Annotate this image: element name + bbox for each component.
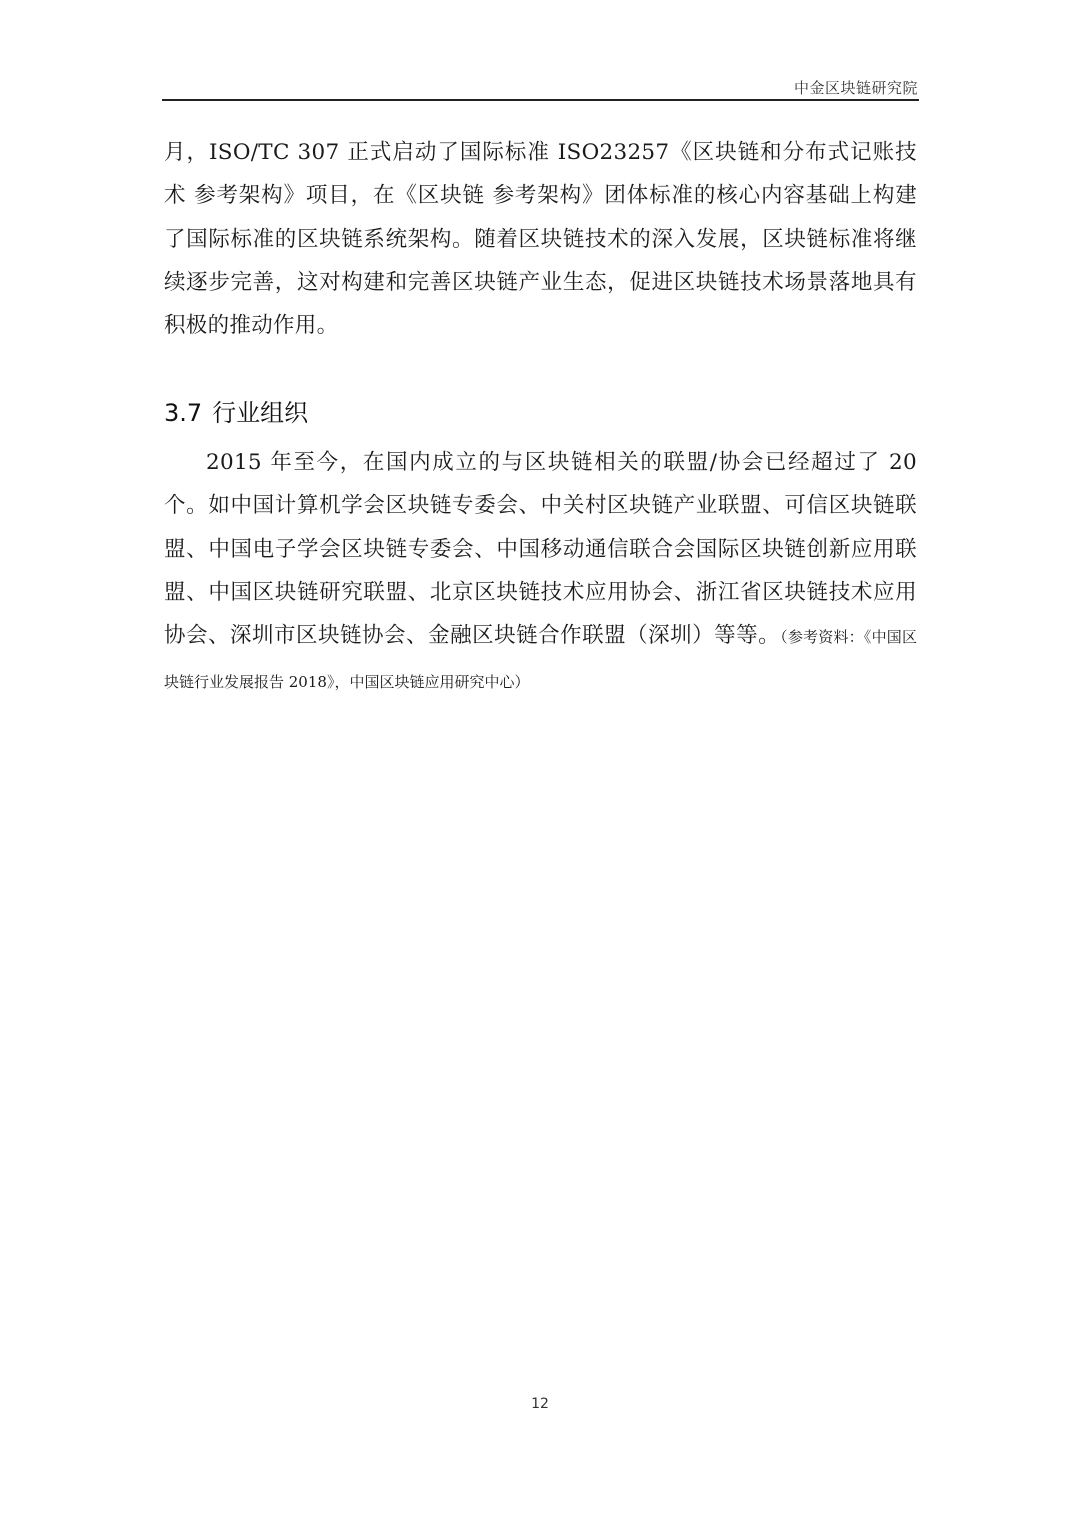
- body-paragraph-standards: 月，ISO/TC 307 正式启动了国际标准 ISO23257《区块链和分布式记账技术 参考架构》项目，在《区块链 参考架构》团体标准的核心内容基础上构建了国际标准的区块链系统架构。随着区块链技术的深入发展，区块链标准将继续逐步完善，这对构建和完善区块链产业生态，促进区块链技术场景落地具有积极的推动作用。: [164, 140, 917, 339]
- page-number: 12: [531, 1396, 549, 1412]
- body-paragraph-organizations: [164, 441, 917, 705]
- header-divider: [162, 99, 919, 101]
- section-title: 行业组织: [212, 399, 309, 427]
- reference-note: （参考资料：《中国区块链行业发展报告 2018》，中国区块链应用研究中心）: [164, 628, 917, 692]
- section-heading: [164, 392, 308, 434]
- organizations-text: 2015 年至今，在国内成立的与区块链相关的联盟/协会已经超过了 20 个。如中国计算机学会区块链专委会、中关村区块链产业联盟、可信区块链联盟、中国电子学会区块链专委会、中国移动通信联合会国际区块链创新应用联盟、中国区块链研究联盟、北京区块链技术应用协会、浙江省区块链技术应用协会、深圳市区块链协会、金融区块链合作联盟（深圳）等等。: [164, 450, 917, 649]
- section-number: 3.7: [164, 399, 203, 427]
- header-org-name: 中金区块链研究院: [793, 79, 918, 97]
